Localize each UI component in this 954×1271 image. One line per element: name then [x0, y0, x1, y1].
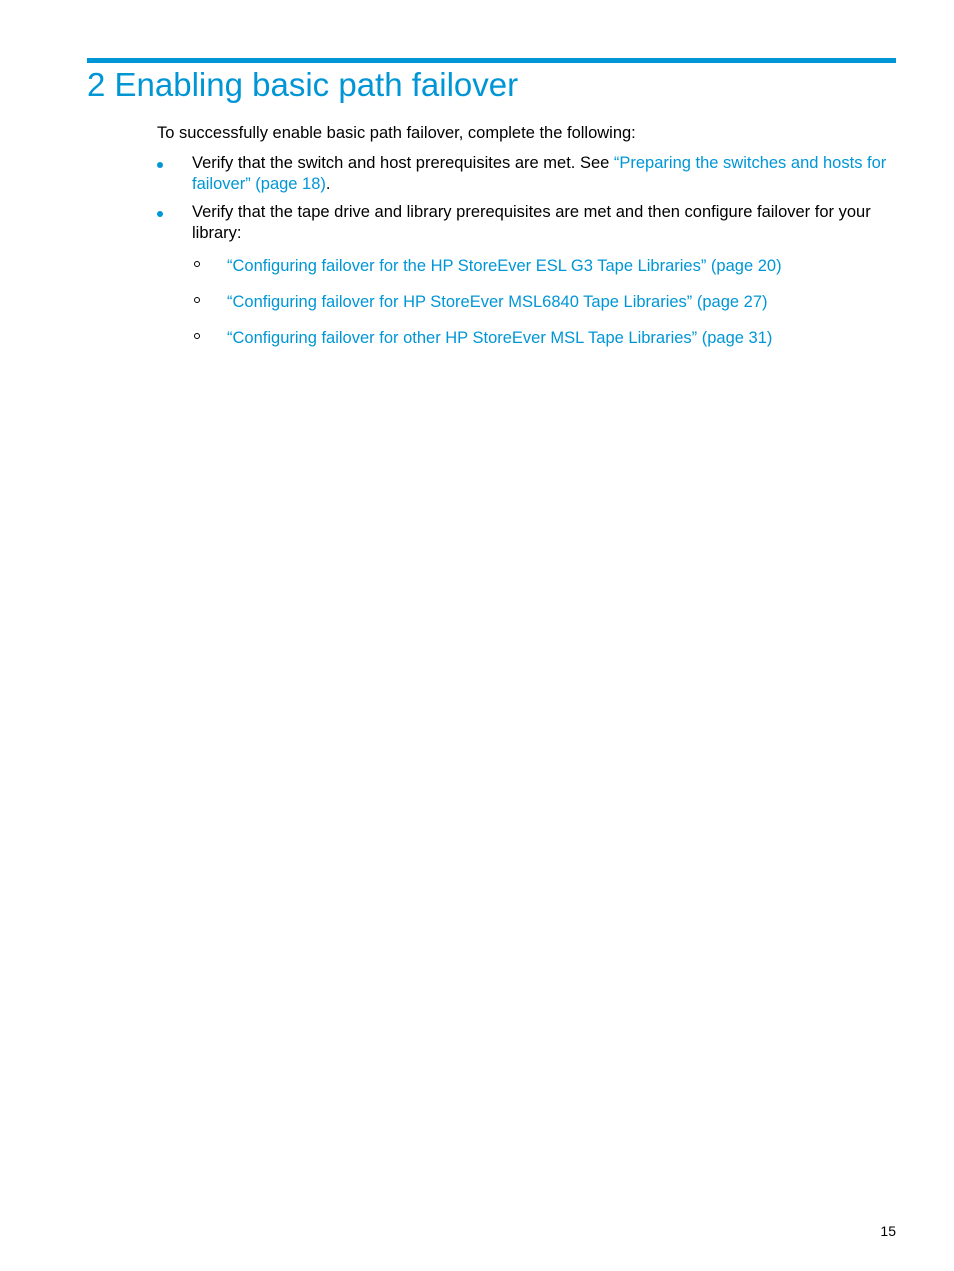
intro-paragraph: To successfully enable basic path failover, complete the following: [157, 124, 636, 142]
link-msl6840-failover[interactable]: “Configuring failover for HP StoreEver MSL6840 Tape Libraries” (page 27) [227, 293, 768, 311]
bullet-icon [157, 211, 163, 217]
bullet-icon [157, 162, 163, 168]
link-other-msl-failover[interactable]: “Configuring failover for other HP StoreEver MSL Tape Libraries” (page 31) [227, 329, 773, 347]
link-preparing-switches-and-hosts[interactable]: “Preparing the switches and hosts for failover” (page 18) [192, 154, 887, 193]
sub-bullet-icon [194, 261, 200, 267]
list-item-text: Verify that the tape drive and library prerequisites are met and then configure failover for your library: [192, 203, 871, 242]
list-item-prefix: Verify that the switch and host prerequisites are met. See [192, 154, 614, 172]
link-esl-g3-failover[interactable]: “Configuring failover for the HP StoreEver ESL G3 Tape Libraries” (page 20) [227, 257, 782, 275]
page-number: 15 [880, 1223, 896, 1239]
list-item-text [192, 153, 899, 195]
list-item-suffix: . [325, 175, 331, 193]
chapter-title: 2 Enabling basic path failover [87, 66, 519, 103]
sub-bullet-icon [194, 297, 200, 303]
sub-bullet-icon [194, 333, 200, 339]
